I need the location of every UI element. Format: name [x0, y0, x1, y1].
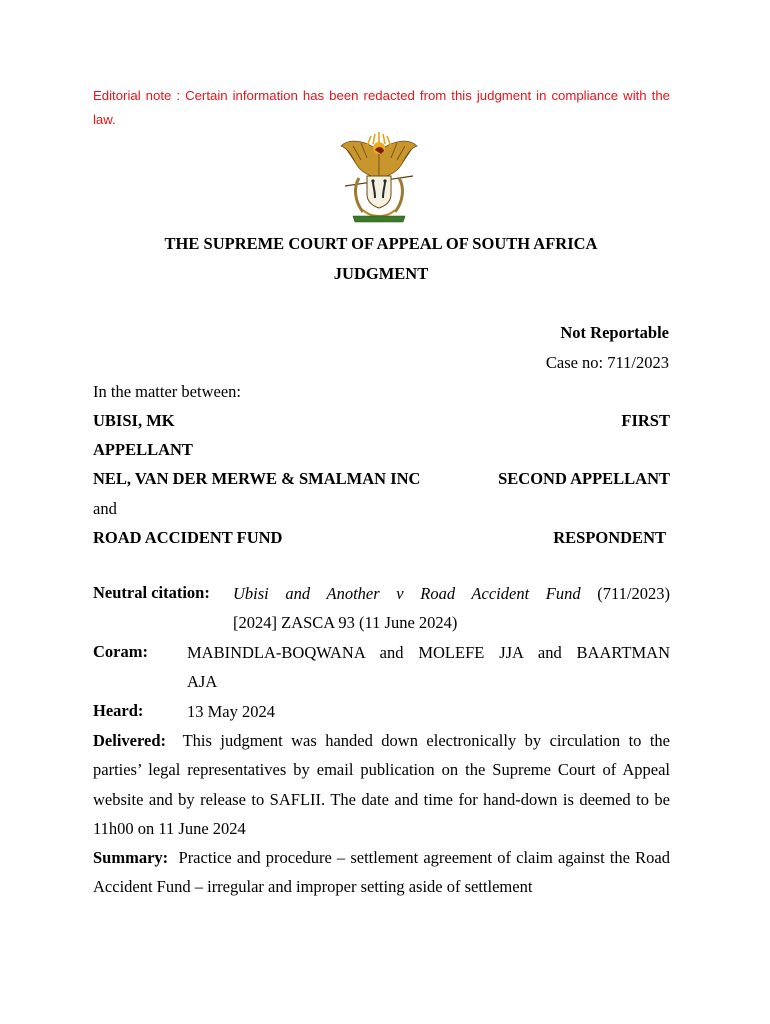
- reportable-status: Not Reportable: [560, 323, 669, 342]
- case-number: Case no: 711/2023: [545, 353, 669, 372]
- heard-label: Heard:: [93, 701, 144, 720]
- first-appellant-name: UBISI, MK: [93, 411, 175, 430]
- neutral-citation-label: Neutral citation:: [93, 583, 210, 602]
- delivered-text: This judgment was handed down electronically by circulation to the parties’ legal representatives by email publication on the Supreme Court of Appeal website and by release to SAFLII. The date and time for hand-down is deemed to be 11h00 on 11 June 2024: [93, 731, 670, 838]
- party-second-appellant: [93, 469, 670, 489]
- neutral-citation-title: Ubisi and Another v Road Accident Fund: [233, 584, 581, 603]
- first-appellant-role: FIRST: [621, 411, 670, 430]
- coat-of-arms-icon: [337, 132, 421, 224]
- first-appellant-role-cont: APPELLANT: [93, 440, 193, 459]
- delivered-paragraph: [93, 726, 670, 843]
- summary-text: Practice and procedure – settlement agreement of claim against the Road Accident Fund – irregular and improper setting aside of settlement: [93, 848, 670, 897]
- coram-label: Coram:: [93, 642, 148, 661]
- court-name: THE SUPREME COURT OF APPEAL OF SOUTH AFRICA: [164, 234, 598, 253]
- neutral-citation-line2: [2024] ZASCA 93 (11 June 2024): [233, 613, 458, 632]
- second-appellant-role: SECOND APPELLANT: [498, 469, 670, 488]
- and-text: and: [93, 499, 117, 518]
- document-type: JUDGMENT: [333, 264, 429, 283]
- coram-line2: AJA: [187, 672, 218, 691]
- matter-between: In the matter between:: [93, 382, 241, 401]
- party-respondent: [93, 528, 670, 548]
- party-first-appellant: [93, 411, 670, 431]
- editorial-note: Editorial note : Certain information has been redacted from this judgment in compliance with the law.: [93, 88, 670, 127]
- neutral-citation-number: (711/2023): [597, 584, 670, 603]
- summary-label: Summary:: [93, 848, 169, 867]
- neutral-citation-line1: [233, 579, 670, 608]
- respondent-name: ROAD ACCIDENT FUND: [93, 528, 283, 547]
- summary-paragraph: [93, 843, 670, 902]
- heard-date: 13 May 2024: [187, 702, 275, 721]
- coram-line1: MABINDLA-BOQWANA and MOLEFE JJA and BAARTMAN: [187, 643, 670, 662]
- second-appellant-name: NEL, VAN DER MERWE & SMALMAN INC: [93, 469, 421, 488]
- delivered-label: Delivered:: [93, 731, 167, 750]
- respondent-role: RESPONDENT: [553, 528, 666, 547]
